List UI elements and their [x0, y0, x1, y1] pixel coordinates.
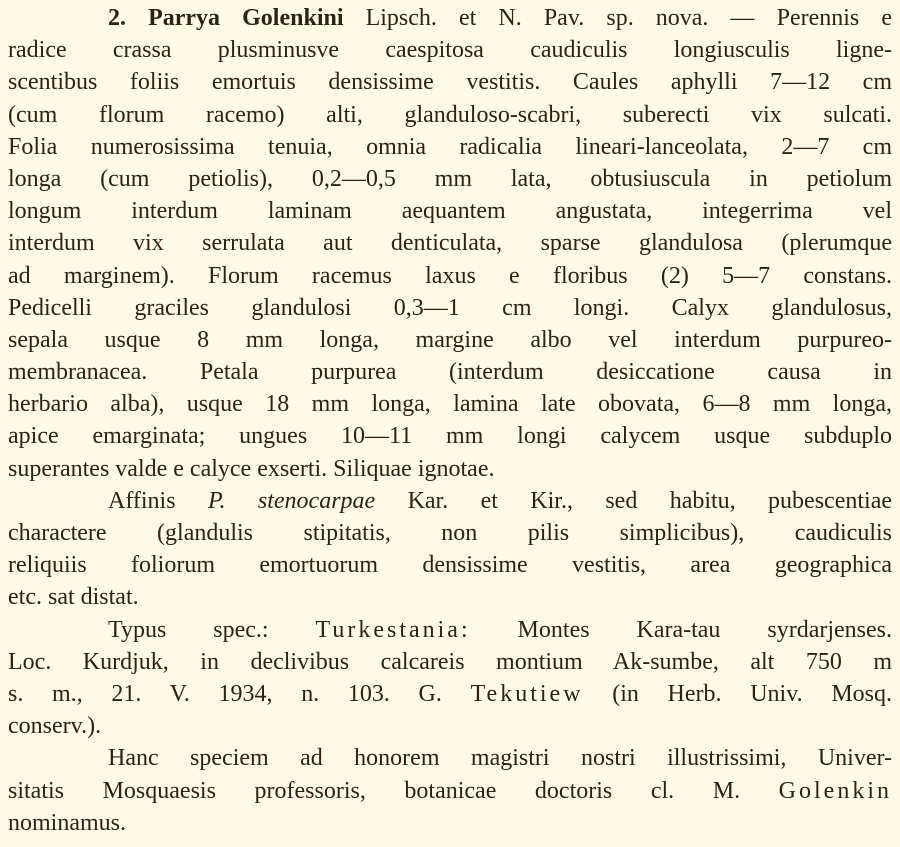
text-line: [8, 131, 892, 163]
text-line: [8, 614, 892, 646]
spaced-name: Golenkin: [778, 777, 892, 804]
type-specimen-paragraph: [8, 614, 892, 743]
text-segment: ad marginem). Florum racemus laxus e floribus (2) 5—7 constans.: [8, 262, 892, 289]
text-segment: (in Herb. Univ. Mosq.: [583, 680, 892, 707]
text-line: [8, 549, 892, 581]
text-segment: scentibus foliis emortuis densissime vestitis. Caules aphylli 7—12 cm: [8, 69, 892, 96]
text-segment: conserv.).: [8, 713, 102, 740]
text-segment: Hanc speciem ad honorem magistri nostri illustrissimi, Univer-: [108, 745, 892, 772]
text-segment: interdum vix serrulata aut denticulata, sparse glandulosa (plerumque: [8, 230, 892, 257]
text-segment: s. m., 21. V. 1934, n. 103. G.: [8, 680, 471, 707]
text-line: [8, 227, 892, 259]
text-line: [8, 324, 892, 356]
document-page: [8, 2, 892, 839]
text-segment: longum interdum laminam aequantem angustata, integerrima vel: [8, 198, 892, 225]
text-line: [8, 581, 892, 613]
text-line: [8, 292, 892, 324]
text-segment: Typus spec.:: [108, 616, 316, 643]
text-segment: herbario alba), usque 18 mm longa, lamina late obovata, 6—8 mm longa,: [8, 391, 892, 418]
text-segment: sepala usque 8 mm longa, margine albo vel interdum purpureo-: [8, 326, 892, 353]
text-line: [8, 34, 892, 66]
text-segment: Affinis: [108, 487, 208, 514]
spaced-name: Tekutiew: [470, 680, 584, 707]
text-line: [8, 742, 892, 774]
species-heading: Parrya Golenkini: [148, 5, 344, 31]
text-segment: charactere (glandulis stipitatis, non pilis simplicibus), caudiculis: [8, 520, 892, 546]
text-segment: Folia numerosissima tenuia, omnia radicalia lineari-lanceolata, 2—7 cm: [8, 133, 892, 160]
text-line: [8, 710, 892, 742]
text-segment: Kar. et Kir., sed habitu, pubescentiae: [375, 487, 892, 514]
text-segment: etc. sat distat.: [8, 584, 139, 611]
text-line: [8, 260, 892, 292]
italic-taxon-name: P. stenocarpae: [207, 487, 376, 514]
text-segment: membranacea. Petala purpurea (interdum desiccatione causa in: [8, 359, 892, 386]
species-heading: 2.: [108, 5, 149, 31]
text-line: [8, 517, 892, 549]
affinity-note-paragraph: [8, 485, 892, 614]
text-segment: superantes valde e calyce exserti. Siliquae ignotae.: [8, 455, 495, 482]
text-segment: Montes Kara-tau syrdarjenses.: [470, 616, 892, 643]
text-line: [8, 775, 892, 807]
text-line: [8, 356, 892, 388]
text-line: [8, 99, 892, 131]
spaced-name: Turkestania:: [315, 616, 471, 643]
text-line: [8, 163, 892, 195]
text-line: [8, 807, 892, 839]
text-line: [8, 420, 892, 452]
text-line: [8, 646, 892, 678]
text-segment: apice emarginata; ungues 10—11 mm longi calycem usque subduplo: [8, 423, 892, 450]
text-line: [8, 66, 892, 98]
text-segment: sitatis Mosquaesis professoris, botanicae doctoris cl. M.: [8, 777, 779, 804]
text-segment: (cum florum racemo) alti, glanduloso-scabri, suberecti vix sulcati.: [8, 101, 892, 128]
text-line: [8, 485, 892, 517]
text-line: [8, 195, 892, 227]
text-line: [8, 2, 892, 34]
text-segment: Loc. Kurdjuk, in declivibus calcareis montium Ak-sumbe, alt 750 m: [8, 648, 892, 675]
dedication-paragraph: [8, 742, 892, 839]
text-segment: nominamus.: [8, 809, 126, 836]
text-segment: reliquiis foliorum emortuorum densissime vestitis, area geographica: [8, 552, 892, 579]
text-line: [8, 453, 892, 485]
text-segment: radice crassa plusminusve caespitosa caudiculis longiusculis ligne-: [8, 37, 892, 64]
text-line: [8, 388, 892, 420]
text-line: [8, 678, 892, 710]
species-description-paragraph: [8, 2, 892, 485]
text-segment: longa (cum petiolis), 0,2—0,5 mm lata, obtusiuscula in petiolum: [8, 165, 892, 192]
text-segment: Lipsch. et N. Pav. sp. nova. — Perennis e: [343, 5, 892, 31]
text-segment: Pedicelli graciles glandulosi 0,3—1 cm longi. Calyx glandulosus,: [8, 294, 892, 321]
